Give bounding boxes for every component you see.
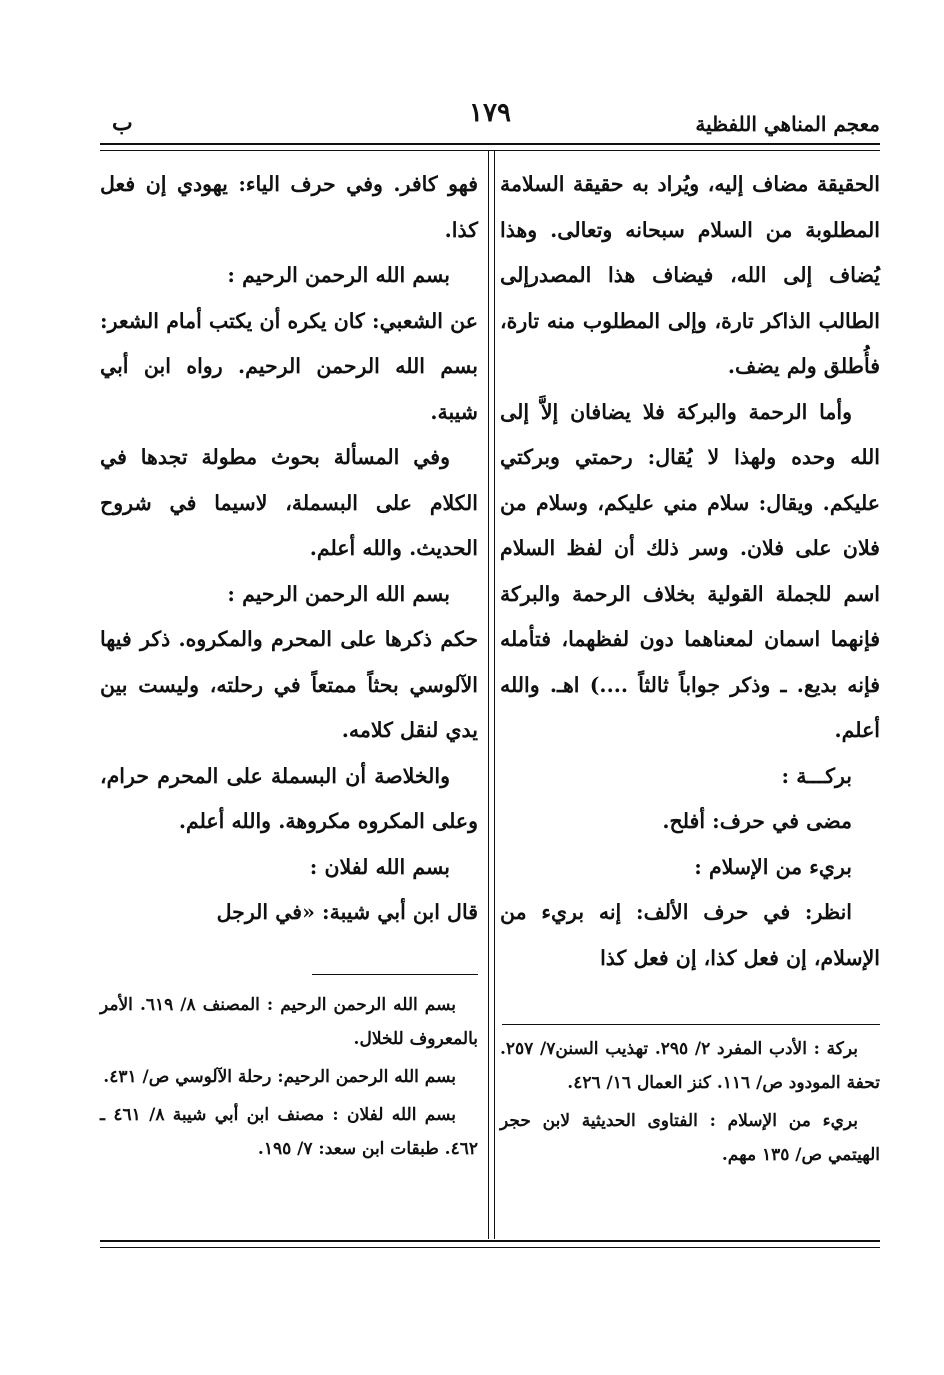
paragraph: عن الشعبي: كان يكره أن يكتب أمام الشعر: بسم الله الرحمن الرحيم. رواه ابن أبي شيبة. [100,308,478,424]
paragraph: حكم ذكرها على المحرم والمكروه. ذكر فيها الآلوسي بحثاً ممتعاً في رحلته، وليست بين يدي لنقل كلامه. [100,627,478,742]
footer-rule-thin [100,1247,880,1248]
entry-heading: بريء من الإسلام : [694,854,852,879]
footnote: بريء من الإسلام : الفتاوى الحديثية لابن حجر الهيتمي ص/ ١٣٥ مهم. [500,1111,880,1165]
right-column [500,162,880,981]
footnote: بسم الله الرحمن الرحيم : المصنف ٨/ ٦١٩. الأمر بالمعروف للخلال. [100,995,478,1049]
header-rule-thick [100,143,880,145]
footnote: بركة : الأدب المفرد ٢/ ٢٩٥. تهذيب السنن٧/ ٢٥٧. تحفة المودود ص/ ١١٦. كنز العمال ١٦/ ٤٢٦. [500,1039,880,1093]
entry-heading: بسم الله لفلان : [309,854,450,879]
footnote: بسم الله لفلان : مصنف ابن أبي شيبة ٨/ ٤٦١ ـ ٤٦٢. طبقات ابن سعد: ٧/ ١٩٥. [100,1105,478,1159]
footnotes-left [100,988,478,1170]
footer-rule-thick [100,1240,880,1242]
paragraph: مضى في حرف: أفلح. [662,809,852,833]
paragraph: انظر: في حرف الألف: إنه بريء من الإسلام، إن فعل كذا، إن فعل كذا [500,900,880,970]
column-separator [488,151,495,1239]
section-letter: ب [112,110,133,136]
paragraph: وأما الرحمة والبركة فلا يضافان إلاَّ إلى الله وحده ولهذا لا يُقال: رحمتي وبركتي عليكم. ويقال: سلام مني عليكم، وسلام من فلان على فلان. وسر ذلك أن لفظ السلام اسم للجملة القولية بخلاف الرحمة والبركة فإنهما اسمان لمعناهما دون لفظهما، فتأمله فإنه بديع. ـ وذكر جواباً ثالثاً ....) اهـ. والله أعلم. [500,399,880,742]
entry-heading: بسم الله الرحمن الرحيم : [227,263,450,287]
running-title: معجم المناهي اللفظية [695,112,880,136]
footnotes-right [500,1032,880,1176]
paragraph: قال ابن أبي شيبة: «في الرجل [216,900,478,924]
paragraph: الحقيقة مضاف إليه، ويُراد به حقيقة السلامة المطلوبة من السلام سبحانه وتعالى. وهذا يُضاف إلى الله، فيضاف هذا المصدرإلى الطالب الذاكر تارة، وإلى المطلوب منه تارة، فأُطلق ولم يضف. [500,172,880,378]
paragraph: والخلاصة أن البسملة على المحرم حرام، وعلى المكروه مكروهة. والله أعلم. [100,763,478,833]
footnote-rule-right [502,1024,880,1025]
page-number: ١٧٩ [469,98,511,128]
entry-heading: بركـــة : [781,763,852,788]
footnote-rule-left [312,974,478,975]
paragraph: وفي المسألة بحوث مطولة تجدها في الكلام على البسملة، لاسيما في شروح الحديث. والله أعلم. [100,445,478,560]
page-header [100,98,880,140]
footnote: بسم الله الرحمن الرحيم: رحلة الآلوسي ص/ ٤٣١. [103,1067,456,1087]
entry-heading: بسم الله الرحمن الرحيم : [227,581,450,606]
paragraph: فهو كافر. وفي حرف الياء: يهودي إن فعل كذا. [100,172,478,242]
left-column [100,162,478,936]
